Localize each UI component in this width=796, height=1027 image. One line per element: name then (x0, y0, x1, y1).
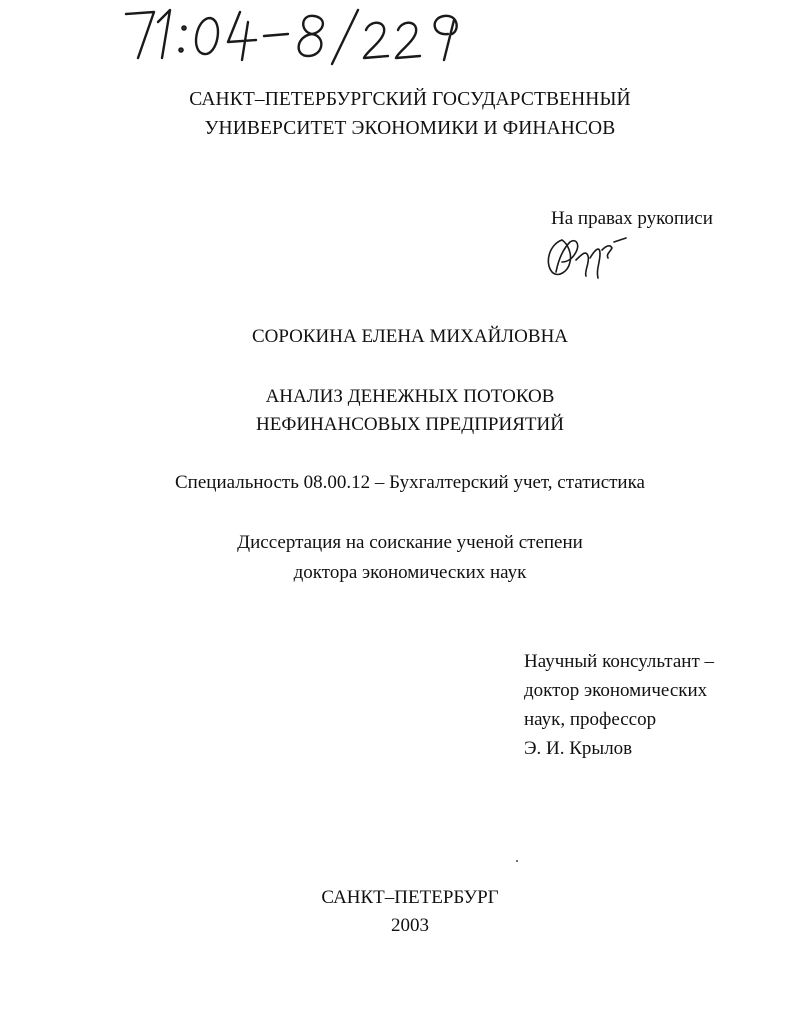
year: 2003 (391, 915, 429, 936)
consultant-line3: наук, профессор (524, 709, 657, 730)
author-name: СОРОКИНА ЕЛЕНА МИХАЙЛОВНА (251, 326, 569, 347)
author-signature (540, 232, 630, 282)
handwritten-code-drawing (118, 0, 478, 70)
specialty-line: Специальность 08.00.12 – Бухгалтерский учет, статистика (175, 472, 645, 493)
handwritten-registration-code (118, 0, 478, 70)
consultant-line1: Научный консультант – (524, 651, 714, 672)
dissertation-title-line1: АНАЛИЗ ДЕНЕЖНЫХ ПОТОКОВ (265, 386, 555, 407)
scan-speck (516, 860, 518, 862)
dissertation-title-line2: НЕФИНАНСОВЫХ ПРЕДПРИЯТИЙ (256, 414, 564, 435)
city: САНКТ–ПЕТЕРБУРГ (321, 887, 499, 908)
manuscript-rights-note: На правах рукописи (551, 208, 713, 229)
university-name-line2: УНИВЕРСИТЕТ ЭКОНОМИКИ И ФИНАНСОВ (204, 118, 616, 139)
consultant-line2: доктор экономических (524, 680, 708, 701)
consultant-line4: Э. И. Крылов (524, 738, 633, 759)
university-name-line1: САНКТ–ПЕТЕРБУРГСКИЙ ГОСУДАРСТВЕННЫЙ (189, 89, 631, 110)
signature-drawing (540, 232, 630, 282)
degree-line1: Диссертация на соискание ученой степени (237, 532, 583, 553)
degree-line2: доктора экономических наук (293, 562, 527, 583)
